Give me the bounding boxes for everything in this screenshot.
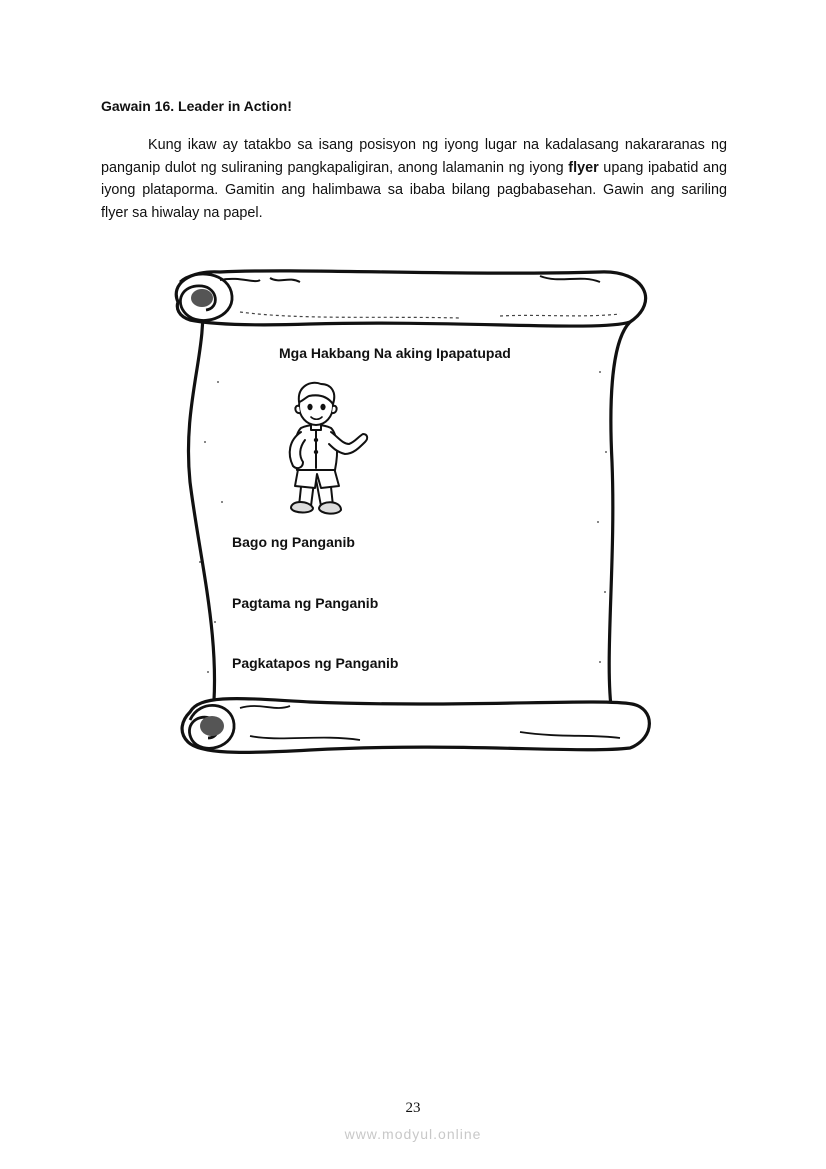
flyer-title: Mga Hakbang Na aking Ipapatupad — [279, 345, 511, 361]
section-during-danger: Pagtama ng Panganib — [232, 595, 379, 611]
instructions-text-1: Kung ikaw ay tatakbo sa isang posisyon ng iyong lugar na kadalasang nakararanas ng panganip dulot ng suliraning pangkapaligiran, anong lalamanin ng iyong — [101, 137, 727, 176]
parchment-scroll-icon — [160, 262, 660, 762]
activity-instructions — [101, 134, 727, 224]
instructions-text-2: upang ipabatid ang iyong plataporma. Gamitin ang halimbawa sa ibaba bilang pagbabasehan. Gawin ang sariling flyer sa hiwalay na papel. — [101, 159, 727, 221]
watermark: www.modyul.online — [344, 1126, 482, 1142]
activity-heading: Gawain 16. Leader in Action! — [101, 98, 292, 114]
boy-presenting-icon — [265, 378, 375, 523]
instructions-bold-flyer: flyer — [568, 159, 599, 176]
section-after-danger: Pagkatapos ng Panganib — [232, 655, 399, 671]
page-number: 23 — [405, 1100, 421, 1116]
section-before-danger: Bago ng Panganib — [232, 534, 355, 550]
